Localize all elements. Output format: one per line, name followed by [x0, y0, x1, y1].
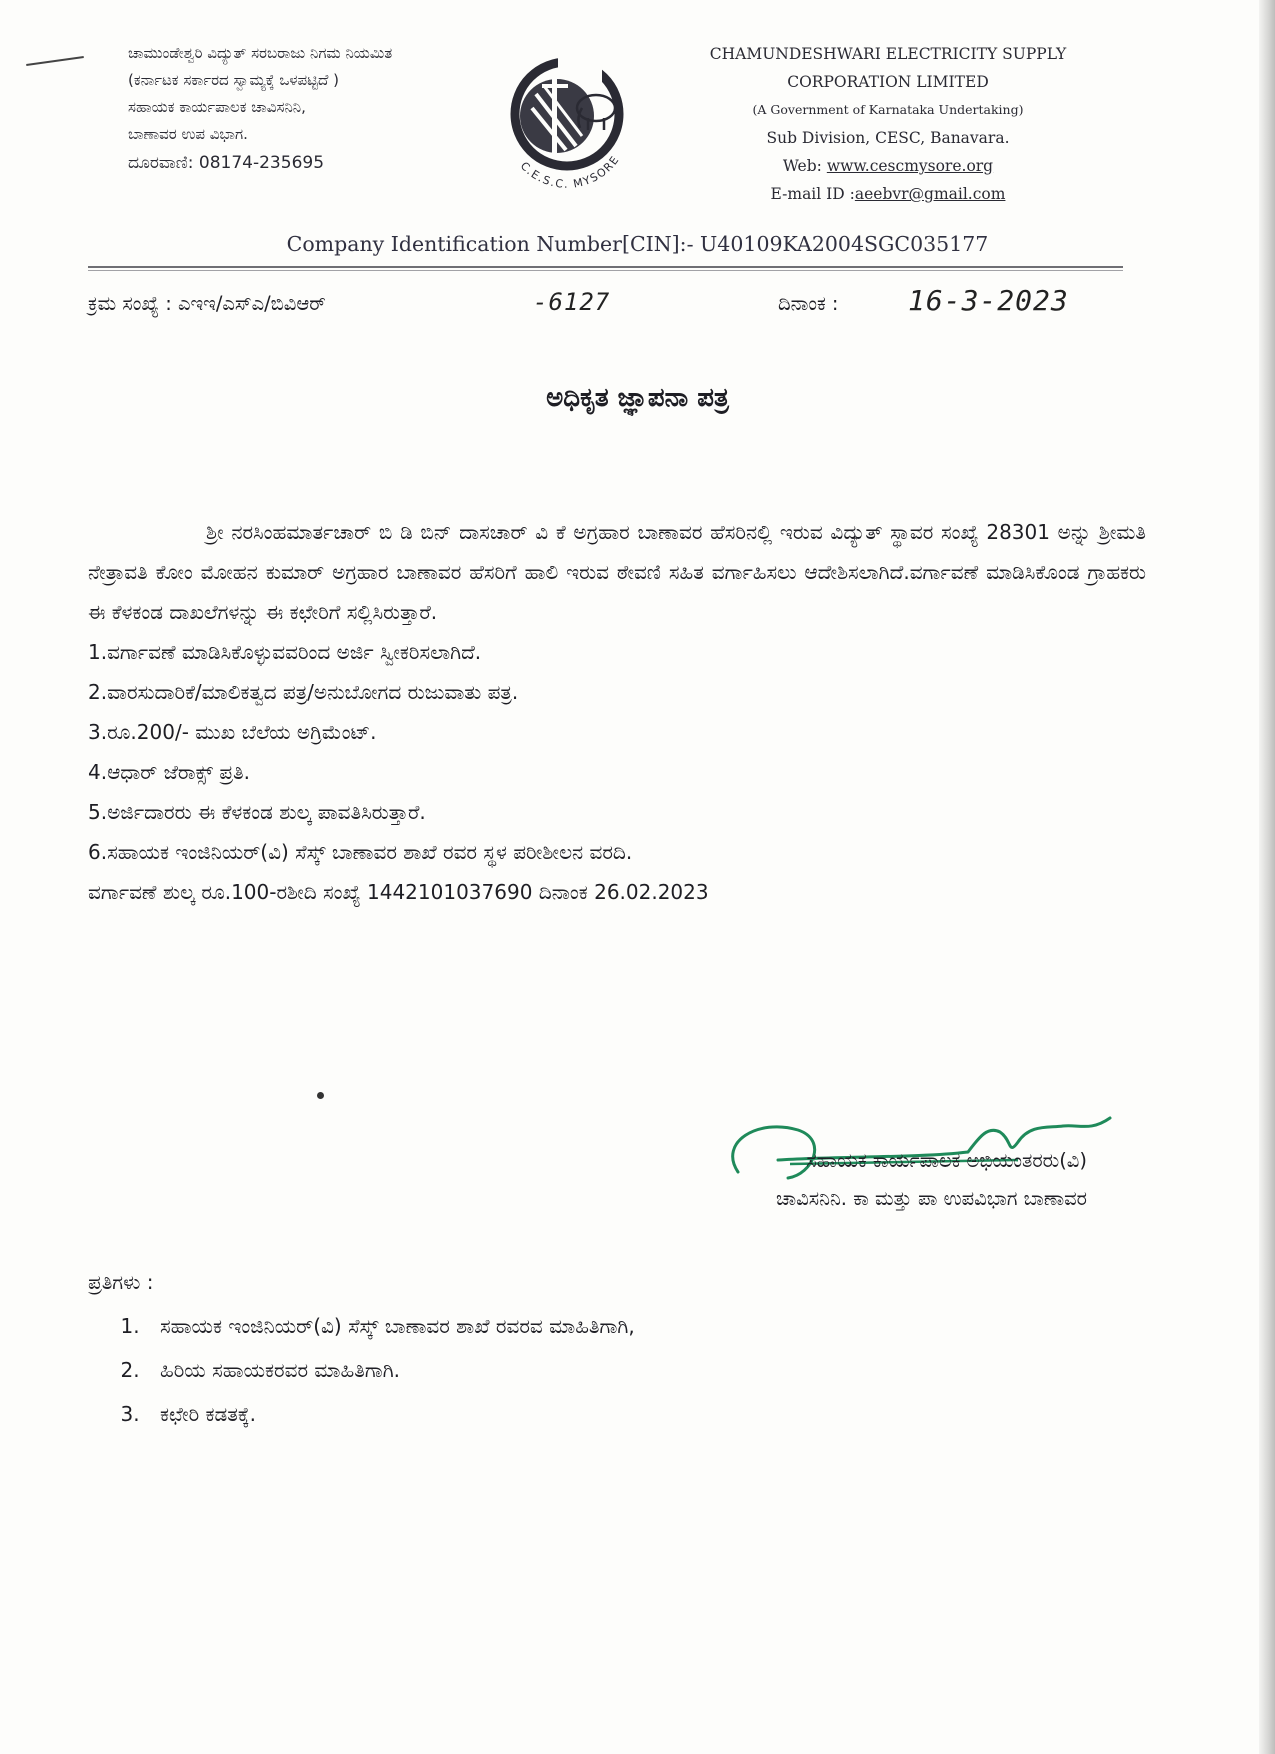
signatory-office: ಚಾವಿಸನಿನಿ. ಕಾ ಮತ್ತು ಪಾ ಉಪವಿಭಾಗ ಬಾಣಾವರ: [775, 1187, 1087, 1210]
copies-heading: ಪ್ರತಿಗಳು :: [88, 1270, 154, 1294]
document-item: 4.ಆಧಾರ್ ಜೆರಾಕ್ಸ್ ಪ್ರತಿ.: [88, 760, 250, 784]
header-kannada-line: ಚಾಮುಂಡೇಶ್ವರಿ ವಿದ್ಯುತ್ ಸರಬರಾಜು ನಿಗಮ ನಿಯಮಿತ: [128, 44, 393, 62]
cesc-logo: [492, 46, 642, 196]
document-item: 2.ವಾರಸುದಾರಿಕೆ/ಮಾಲಿಕತ್ವದ ಪತ್ರ/ಅನುಬೋಗದ ರುಜುವಾತು ಪತ್ರ.: [88, 680, 519, 704]
web-label: Web:: [782, 157, 822, 175]
document-item: 1.ವರ್ಗಾವಣೆ ಮಾಡಿಸಿಕೊಳ್ಳುವವರಿಂದ ಅರ್ಜಿ ಸ್ವೀಕರಿಸಲಾಗಿದೆ.: [88, 640, 482, 664]
email-label: E-mail ID :: [770, 185, 855, 203]
fee-line: ವರ್ಗಾವಣೆ ಶುಲ್ಕ ರೂ.100-ರಶೀದಿ ಸಂಖ್ಯೆ 1442101037690 ದಿನಾಂಕ 26.02.2023: [88, 880, 709, 904]
document-item: 6.ಸಹಾಯಕ ಇಂಜಿನಿಯರ್(ವಿ) ಸೆಸ್ಕ್ ಬಾಣಾವರ ಶಾಖೆ ರವರ ಸ್ಥಳ ಪರೀಶೀಲನ ವರದಿ.: [88, 840, 633, 864]
document-item: 3.ರೂ.200/- ಮುಖ ಬೆಲೆಯ ಅಗ್ರಿಮೆಂಟ್.: [88, 720, 377, 744]
page-title: ಅಧಿಕೃತ ಜ್ಞಾಪನಾ ಪತ್ರ: [546, 383, 729, 413]
reference-label: ಕ್ರಮ ಸಂಖ್ಯೆ : ಎಇಇ/ಎಸ್ಎ/ಬಿವಿಆರ್: [88, 292, 326, 315]
header-kannada-block: [128, 40, 392, 177]
header-english-block: [678, 40, 1098, 208]
scan-edge-shadow: [1259, 0, 1275, 1754]
header-divider-thin: [88, 270, 1123, 271]
header-english-line: (A Government of Karnataka Undertaking): [752, 102, 1024, 117]
header-kannada-phone: ದೂರವಾಣಿ: 08174-235695: [128, 153, 325, 173]
signatory-designation: ಸಹಾಯಕ ಕಾರ್ಯಪಾಲಕ ಅಭಿಯಂತರರು(ವಿ): [806, 1149, 1087, 1172]
header-english-line: CORPORATION LIMITED: [787, 73, 989, 91]
letter-body: [88, 512, 1146, 912]
document-item: 5.ಅರ್ಜಿದಾರರು ಈ ಕೆಳಕಂಡ ಶುಲ್ಕ ಪಾವತಿಸಿರುತ್ತಾರೆ.: [88, 800, 426, 824]
web-link[interactable]: www.cescmysore.org: [826, 157, 994, 175]
header-english-line: CHAMUNDESHWARI ELECTRICITY SUPPLY: [709, 45, 1067, 63]
company-cin: Company Identification Number[CIN]:- U40109KA2004SGC035177: [286, 232, 989, 256]
copy-item: 1. ಸಹಾಯಕ ಇಂಜಿನಿಯರ್(ವಿ) ಸೆಸ್ಕ್ ಬಾಣಾವರ ಶಾಖೆ ರವರವ ಮಾಹಿತಿಗಾಗಿ,: [146, 1304, 635, 1348]
copies-section: [88, 1260, 635, 1436]
header-web-line: [678, 152, 1098, 180]
copy-item: 2. ಹಿರಿಯ ಸಹಾಯಕರವರ ಮಾಹಿತಿಗಾಗಿ.: [146, 1348, 635, 1392]
header-english-line: Sub Division, CESC, Banavara.: [766, 129, 1010, 147]
date-label: ದಿನಾಂಕ :: [778, 292, 839, 315]
header-email-line: [678, 180, 1098, 208]
reference-line: [88, 284, 1128, 328]
signature-block: [776, 1142, 1087, 1218]
header-kannada-line: (ಕರ್ನಾಟಕ ಸರ್ಕಾರದ ಸ್ವಾಮ್ಯಕ್ಕೆ ಒಳಪಟ್ಟಿದೆ ): [128, 71, 339, 89]
header-divider: [88, 266, 1123, 268]
copy-item: 3. ಕಛೇರಿ ಕಡತಕ್ಕೆ.: [146, 1392, 635, 1436]
body-paragraph: ಶ್ರೀ ನರಸಿಂಹಮಾರ್ತಚಾರ್ ಬಿ ಡಿ ಬಿನ್ ದಾಸಚಾರ್ ವಿ ಕೆ ಅಗ್ರಹಾರ ಬಾಣಾವರ ಹೆಸರಿನಲ್ಲಿ ಇರುವ ವಿದ್ಯುತ್ ಸ್ಥಾವರ ಸಂಖ್ಯೆ 28301 ಅನ್ನು ಶ್ರೀಮತಿ ನೇತ್ರಾವತಿ ಕೋಂ ಮೋಹನ ಕುಮಾರ್ ಅಗ್ರಹಾರ ಬಾಣಾವರ ಹೆಸರಿಗೆ ಹಾಲಿ ಇರುವ ಠೇವಣಿ ಸಹಿತ ವರ್ಗಾಹಿಸಲು ಆದೇಶಿಸಲಾಗಿದೆ.ವರ್ಗಾವಣೆ ಮಾಡಿಸಿಕೊಂಡ ಗ್ರಾಹಕರು ಈ ಕೆಳಕಂಡ ದಾಖಲೆಗಳನ್ನು ಈ ಕಛೇರಿಗೆ ಸಲ್ಲಿಸಿರುತ್ತಾರೆ.: [88, 520, 1146, 624]
logo-text: C.E.S.C. MYSORE: [517, 152, 623, 191]
header-kannada-line: ಬಾಣಾವರ ಉಪ ವಿಭಾಗ.: [128, 125, 248, 143]
reference-number: -6127: [533, 288, 611, 316]
ink-speck: [317, 1092, 324, 1099]
email-link[interactable]: aeebvr@gmail.com: [854, 185, 1006, 203]
copies-list: [88, 1304, 635, 1436]
date-value: 16-3-2023: [908, 284, 1069, 317]
margin-pen-mark: [26, 56, 84, 66]
header-kannada-line: ಸಹಾಯಕ ಕಾರ್ಯಪಾಲಕ ಚಾವಿಸನಿನಿ,: [128, 98, 306, 116]
